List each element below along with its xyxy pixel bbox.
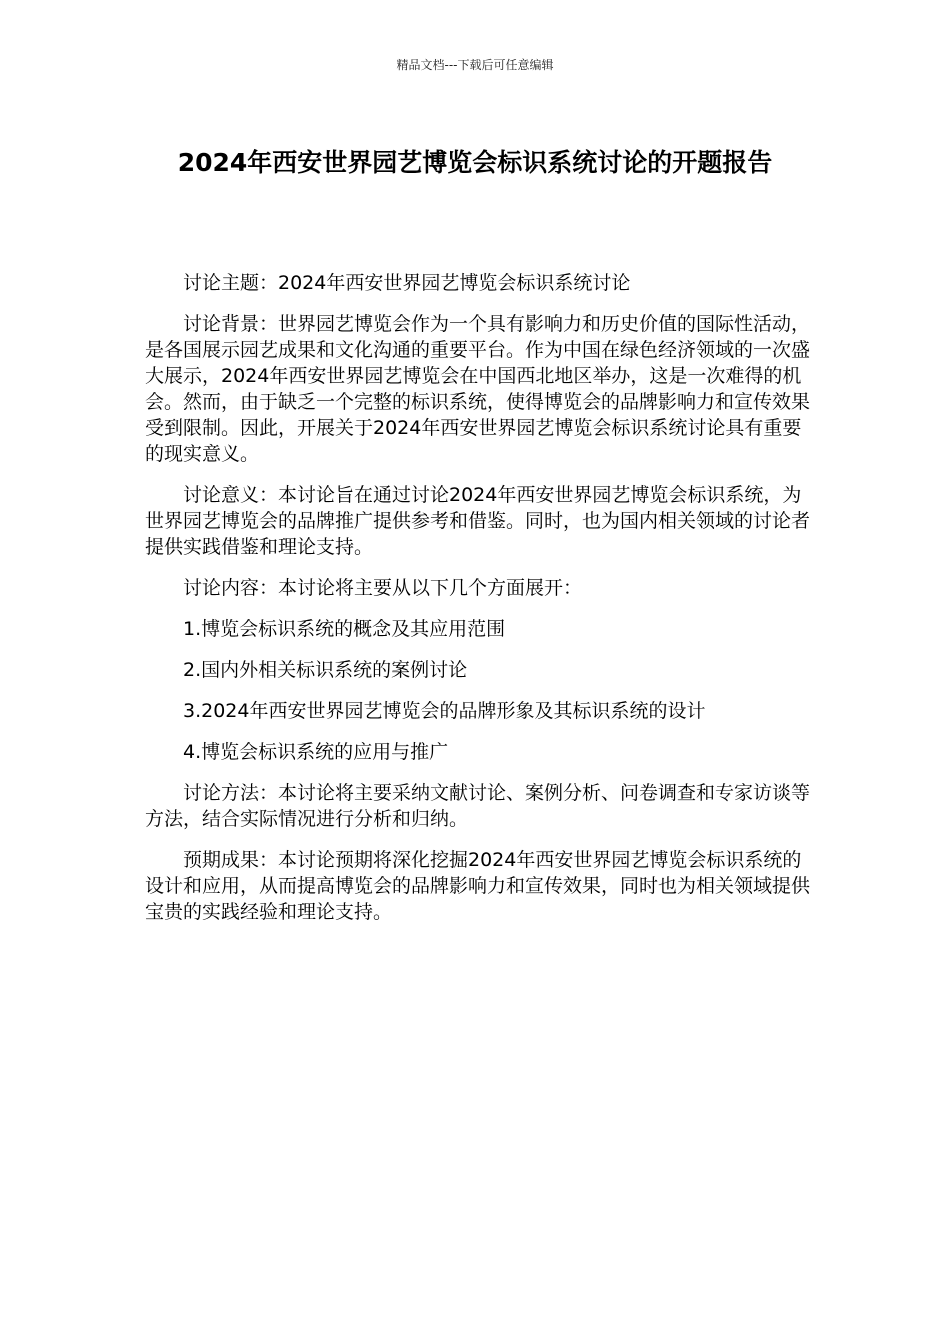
list-item: 2.国内外相关标识系统的案例讨论 — [183, 659, 468, 681]
paragraph-methods: 讨论方法：本讨论将主要采纳文献讨论、案例分析、问卷调查和专家访谈等方法，结合实际情况进行分析和归纳。 — [145, 782, 811, 830]
header-note: 精品文档---下载后可任意编辑 — [396, 58, 554, 72]
list-item: 1.博览会标识系统的概念及其应用范围 — [183, 618, 506, 640]
document-body — [145, 270, 810, 940]
paragraph-content-intro: 讨论内容：本讨论将主要从以下几个方面展开： — [183, 577, 583, 599]
list-item: 4.博览会标识系统的应用与推广 — [183, 741, 449, 763]
paragraph-topic: 讨论主题：2024年西安世界园艺博览会标识系统讨论 — [183, 272, 631, 294]
document-title: 2024年西安世界园艺博览会标识系统讨论的开题报告 — [177, 148, 773, 177]
paragraph-outcomes: 预期成果：本讨论预期将深化挖掘2024年西安世界园艺博览会标识系统的设计和应用，从而提高博览会的品牌影响力和宣传效果，同时也为相关领域提供宝贵的实践经验和理论支持。 — [145, 849, 811, 923]
paragraph-background: 讨论背景：世界园艺博览会作为一个具有影响力和历史价值的国际性活动，是各国展示园艺成果和文化沟通的重要平台。作为中国在绿色经济领域的一次盛大展示，2024年西安世界园艺博览会在中国西北地区举办，这是一次难得的机会。然而，由于缺乏一个完整的标识系统，使得博览会的品牌影响力和宣传效果受到限制。因此，开展关于2024年西安世界园艺博览会标识系统讨论具有重要的现实意义。 — [145, 313, 811, 465]
paragraph-significance: 讨论意义：本讨论旨在通过讨论2024年西安世界园艺博览会标识系统，为世界园艺博览会的品牌推广提供参考和借鉴。同时，也为国内相关领域的讨论者提供实践借鉴和理论支持。 — [145, 484, 811, 558]
list-item: 3.2024年西安世界园艺博览会的品牌形象及其标识系统的设计 — [183, 700, 706, 722]
